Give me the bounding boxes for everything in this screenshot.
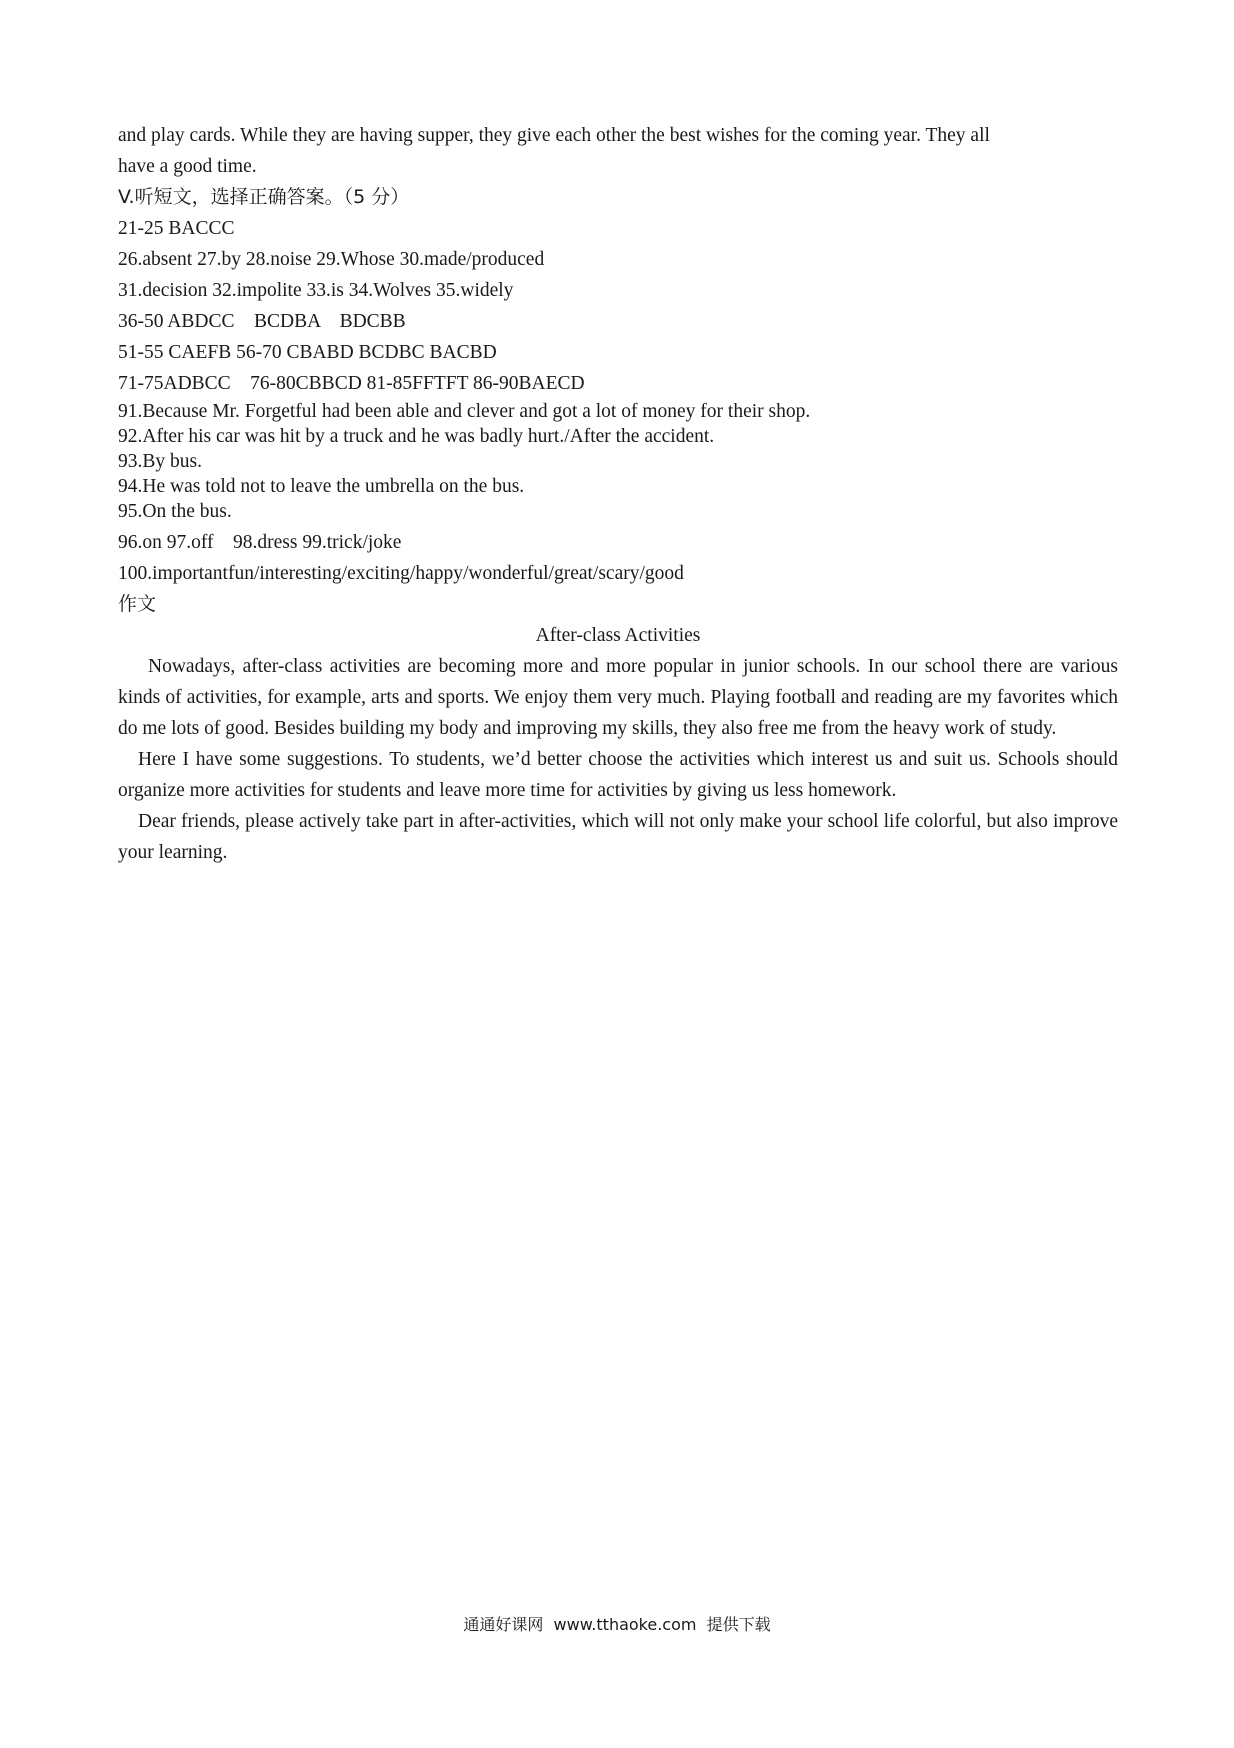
document-page [118, 120, 1118, 868]
intro-line-2: have a good time. [118, 156, 257, 177]
answer-51-70: 51-55 CAEFB 56-70 CBABD BCDBC BACBD [118, 342, 497, 363]
answer-93: 93.By bus. [118, 451, 202, 472]
answer-36-50: 36-50 ABDCC BCDBA BDCBB [118, 311, 406, 332]
answer-94: 94.He was told not to leave the umbrella on the bus. [118, 476, 525, 497]
answer-26-30: 26.absent 27.by 28.noise 29.Whose 30.made/produced [118, 249, 545, 270]
intro-line-1: and play cards. While they are having supper, they give each other the best wishes for the coming year. They all [118, 125, 990, 146]
answer-96-99: 96.on 97.off 98.dress 99.trick/joke [118, 532, 402, 553]
footer-source-note: 通通好课网 www.tthaoke.com 提供下载 [463, 1615, 771, 1634]
answer-91: 91.Because Mr. Forgetful had been able and clever and got a lot of money for their shop. [118, 401, 811, 422]
essay-heading: 作文 [118, 593, 157, 615]
section-v-heading: V.听短文，选择正确答案。（5 分） [118, 186, 410, 208]
answer-92: 92.After his car was hit by a truck and he was badly hurt./After the accident. [118, 426, 715, 447]
answer-21-25: 21-25 BACCC [118, 218, 235, 239]
answer-100: 100.importantfun/interesting/exciting/happy/wonderful/great/scary/good [118, 563, 684, 584]
essay-paragraph-1: Nowadays, after-class activities are becoming more and more popular in junior schools. In our school there are various kinds of activities, for example, arts and sports. We enjoy them very much. Playing football and reading are my favorites which do me lots of good. Besides building my body and improving my skills, they also free me from the heavy work of study. [118, 656, 1118, 739]
essay-title: After-class Activities [535, 625, 701, 646]
essay-paragraph-3: Dear friends, please actively take part in after-activities, which will not only make your school life colorful, but also improve your learning. [118, 811, 1118, 863]
answer-31-35: 31.decision 32.impolite 33.is 34.Wolves 35.widely [118, 280, 514, 301]
essay-paragraph-2: Here I have some suggestions. To students, we’d better choose the activities which interest us and suit us. Schools should organize more activities for students and leave more time for activities by giving us less homework. [118, 749, 1118, 801]
answer-71-90: 71-75ADBCC 76-80CBBCD 81-85FFTFT 86-90BAECD [118, 373, 585, 394]
answer-95: 95.On the bus. [118, 501, 232, 522]
